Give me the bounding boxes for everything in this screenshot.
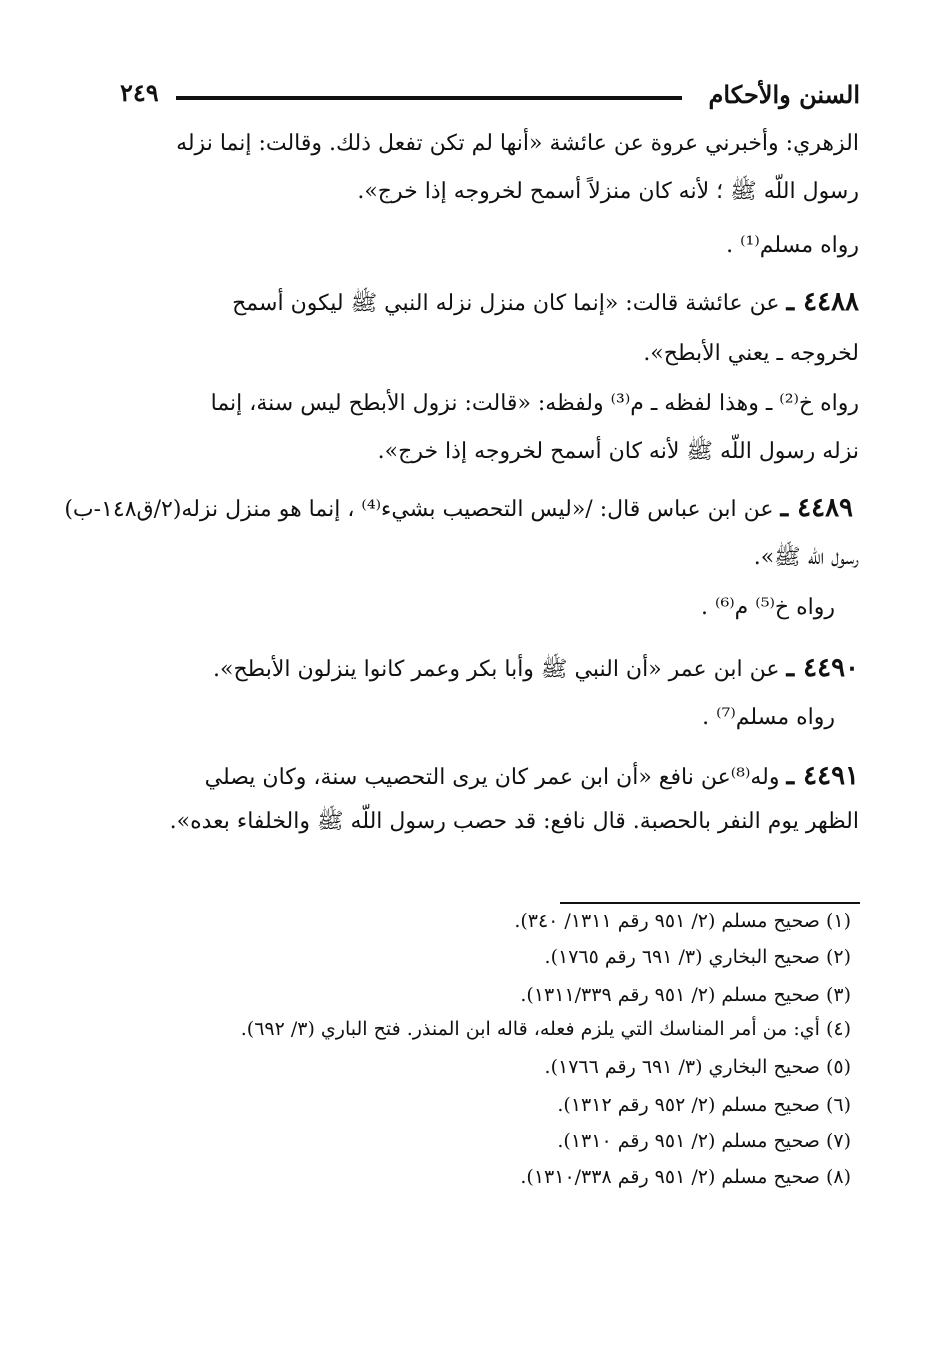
body-line-2: رسول اللّه ﷺ ؛ لأنه كان منزلاً أسمح لخروجه إذا خرج». [357, 179, 859, 204]
footnote-rule [560, 902, 860, 904]
hadith-4489-line-1 [64, 488, 853, 530]
hadith-4488-line-1 [232, 282, 859, 324]
page-number: ٢٤٩ [120, 78, 159, 107]
hadith-4490-line-1 [213, 648, 859, 690]
footnote-2: (٢) صحيح البخاري (٣/ ٦٩١ رقم ١٧٦٥). [544, 946, 851, 968]
running-title: السنن والأحكام [708, 80, 860, 109]
hadith-number-4488: ٤٤٨٨ ـ [786, 287, 859, 317]
hadith-4491-line-2: الظهر يوم النفر بالحصبة. قال نافع: قد حصب رسول اللّه ﷺ والخلفاء بعده». [169, 809, 859, 834]
hadith-4490-line-2: رواه مسلم⁽⁷⁾ . [702, 705, 835, 730]
hadith-4488-line-3: رواه خ⁽²⁾ ـ وهذا لفظه ـ م⁽³⁾ ولفظه: «قالت: نزول الأبطح ليس سنة، إنما [210, 391, 859, 416]
footnote-6: (٦) صحيح مسلم (٢/ ٩٥٢ رقم ١٣١٢). [557, 1094, 851, 1116]
footnote-4: (٤) أي: من أمر المناسك التي يلزم فعله، قاله ابن المنذر. فتح الباري (٣/ ٦٩٢). [240, 1018, 851, 1040]
footnote-3: (٣) صحيح مسلم (٢/ ٩٥١ رقم ١٣١١/٣٣٩). [520, 984, 851, 1006]
hadith-4489-line-2: رسول اللّه ﷺ». [753, 545, 859, 570]
hadith-number-4489: ٤٤٨٩ ـ [780, 493, 853, 523]
footnote-1: (١) صحيح مسلم (٢/ ٩٥١ رقم ١٣١١/ ٣٤٠). [514, 910, 851, 932]
hadith-4489-line-3: رواه خ⁽⁵⁾ م⁽⁶⁾ . [701, 595, 835, 620]
hadith-4491-line-1 [205, 756, 859, 798]
footnote-5: (٥) صحيح البخاري (٣/ ٦٩١ رقم ١٧٦٦). [544, 1056, 851, 1078]
hadith-number-4491: ٤٤٩١ ـ [786, 761, 859, 791]
hadith-4489-text: عن ابن عباس قال: /«ليس التحصيب بشيء⁽⁴⁾ ، إنما هو منزل نزله(٢/ق١٤٨-ب) [64, 497, 774, 522]
hadith-4488-line-4: نزله رسول اللّه ﷺ لأنه كان أسمح لخروجه إذا خرج». [377, 439, 859, 464]
footnote-8: (٨) صحيح مسلم (٢/ ٩٥١ رقم ١٣١٠/٣٣٨). [520, 1166, 851, 1188]
page-header [120, 78, 860, 114]
hadith-4488-line-2: لخروجه ـ يعني الأبطح». [643, 341, 859, 366]
hadith-4488-text: عن عائشة قالت: «إنما كان منزل نزله النبي ﷺ ليكون أسمح [232, 291, 780, 316]
hadith-4490-text: عن ابن عمر «أن النبي ﷺ وأبا بكر وعمر كانوا ينزلون الأبطح». [213, 657, 780, 682]
header-rule [176, 96, 682, 100]
footnote-7: (٧) صحيح مسلم (٢/ ٩٥١ رقم ١٣١٠). [557, 1130, 851, 1152]
hadith-number-4490: ٤٤٩٠ ـ [786, 653, 859, 683]
body-line-1: الزهري: وأخبرني عروة عن عائشة «أنها لم تكن تفعل ذلك. وقالت: إنما نزله [176, 131, 859, 156]
hadith-4491-text: وله⁽⁸⁾عن نافع «أن ابن عمر كان يرى التحصيب سنة، وكان يصلي [204, 765, 780, 790]
body-line-3: رواه مسلم⁽¹⁾ . [726, 233, 859, 258]
